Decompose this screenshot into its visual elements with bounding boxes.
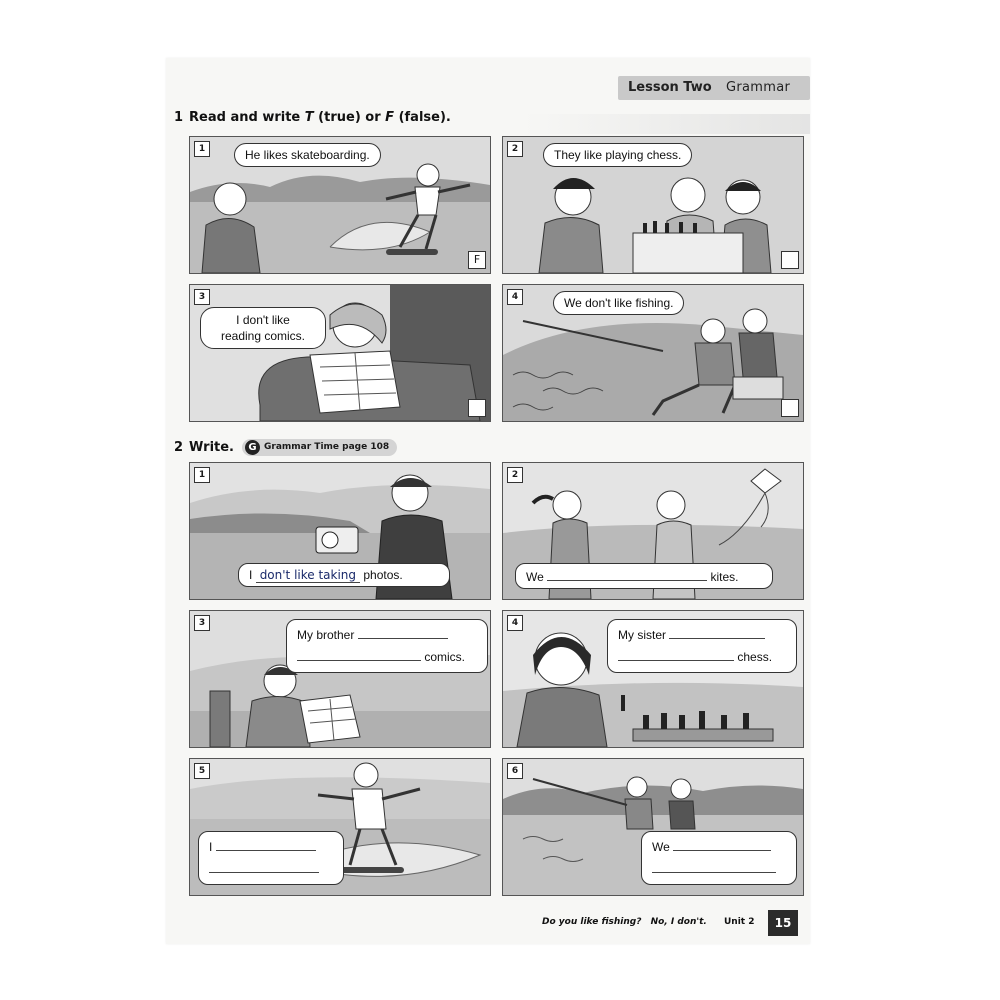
true-letter: T [304, 110, 314, 125]
exercise-1-title [174, 110, 451, 125]
sentence-start: We [526, 570, 544, 584]
handwritten-answer[interactable]: don't like taking [256, 568, 360, 583]
grammar-icon: G [245, 440, 260, 455]
sentence-start: I [249, 568, 253, 582]
panel-number: 5 [194, 763, 210, 779]
exercise-1-instruction: Read and write [189, 110, 305, 125]
sentence-end: kites. [710, 570, 739, 584]
panel-number: 3 [194, 615, 210, 631]
writing-bubble [515, 563, 773, 589]
panel-number: 2 [507, 141, 523, 157]
answer-box[interactable] [781, 251, 799, 269]
sentence-start: My sister [618, 628, 666, 642]
footer-answer: No, I don't. [650, 917, 707, 927]
ex1-panel-2 [502, 136, 804, 274]
panel-number: 3 [194, 289, 210, 305]
answer-blank[interactable] [547, 568, 707, 581]
speech-bubble: We don't like fishing. [553, 291, 684, 315]
exercise-2-instruction: Write. [189, 440, 234, 455]
answer-blank[interactable] [216, 838, 316, 851]
sentence-start: I [209, 840, 213, 854]
false-word: (false). [394, 110, 451, 125]
ex2-panel-5 [189, 758, 491, 896]
speech-line-1: I don't like [236, 313, 290, 327]
ex1-panel-1 [189, 136, 491, 274]
footer-question: Do you like fishing? [542, 917, 642, 927]
false-letter: F [385, 110, 395, 125]
answer-blank-2[interactable] [652, 860, 776, 873]
ex2-panel-4 [502, 610, 804, 748]
writing-bubble [286, 619, 488, 673]
speech-bubble [200, 307, 326, 349]
answer-box[interactable] [781, 399, 799, 417]
sentence-start: We [652, 840, 670, 854]
sentence-end: photos. [363, 568, 403, 582]
ex1-panel-3 [189, 284, 491, 422]
panel-number: 1 [194, 141, 210, 157]
lesson-topic: Grammar [726, 80, 791, 95]
writing-bubble [607, 619, 797, 673]
ex2-panel-6 [502, 758, 804, 896]
answer-blank-2[interactable] [209, 860, 319, 873]
ex2-panel-2 [502, 462, 804, 600]
answer-blank-2[interactable] [297, 648, 421, 661]
writing-bubble [641, 831, 797, 885]
girl-reading-comic-illustration [190, 285, 490, 421]
reference-text: Grammar Time page 108 [264, 442, 390, 452]
answer-blank-2[interactable] [618, 648, 734, 661]
answer-blank[interactable] [669, 626, 765, 639]
panel-number: 2 [507, 467, 523, 483]
answer-blank[interactable] [358, 626, 448, 639]
writing-bubble [198, 831, 344, 885]
page-footer [542, 917, 755, 927]
workbook-page [166, 58, 810, 944]
sentence-start: My brother [297, 628, 355, 642]
footer-unit: Unit 2 [724, 917, 755, 927]
page-number-badge: 15 [768, 910, 798, 936]
speech-line-2: reading comics. [220, 329, 306, 343]
panel-number: 1 [194, 467, 210, 483]
lesson-label: Lesson Two [628, 80, 712, 95]
speech-bubble: He likes skateboarding. [234, 143, 381, 167]
sentence-end: comics. [424, 650, 466, 664]
answer-box[interactable]: F [468, 251, 486, 269]
ex2-panel-1 [189, 462, 491, 600]
grammar-time-reference[interactable] [242, 439, 397, 456]
panel-number: 4 [507, 615, 523, 631]
true-word: (true) or [313, 110, 386, 125]
writing-bubble [238, 563, 450, 587]
lesson-header-bar [618, 76, 810, 100]
exercise-2-title [174, 440, 234, 455]
speech-bubble: They like playing chess. [543, 143, 692, 167]
panel-number: 4 [507, 289, 523, 305]
exercise-1-number: 1 [174, 110, 184, 125]
answer-box[interactable] [468, 399, 486, 417]
sentence-end: chess. [737, 650, 773, 664]
ex2-panel-3 [189, 610, 491, 748]
bleed-through-shadow [524, 114, 810, 134]
panel-number: 6 [507, 763, 523, 779]
exercise-2-number: 2 [174, 440, 184, 455]
answer-blank[interactable] [673, 838, 771, 851]
ex1-panel-4 [502, 284, 804, 422]
